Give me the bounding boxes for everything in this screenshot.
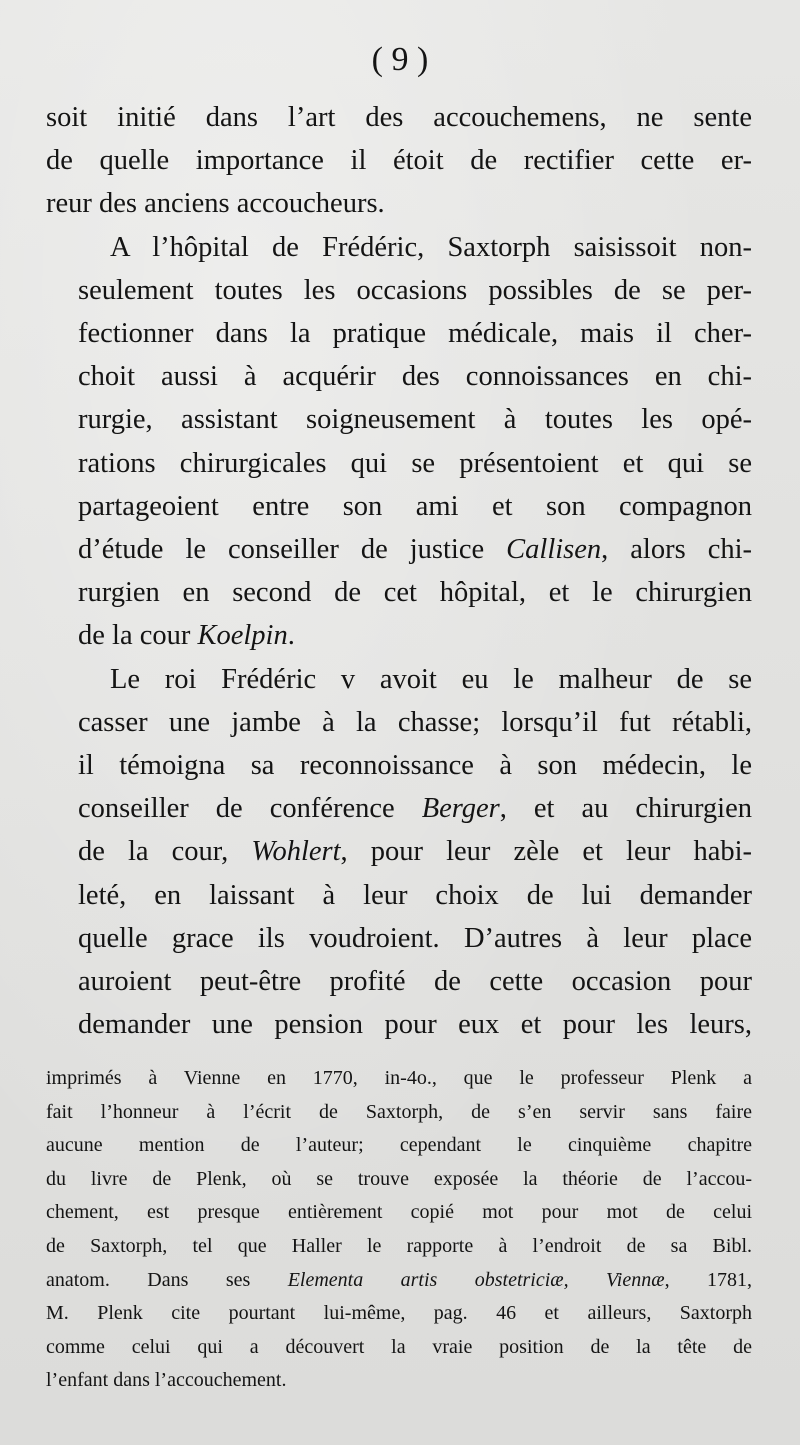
footnote-line: de Saxtorph, tel que Haller le rapporte à l’endroit de sa Bibl. xyxy=(46,1234,752,1257)
paragraph xyxy=(46,96,752,226)
text-line: partageoient entre son ami et son compagnon xyxy=(78,490,752,522)
footnote xyxy=(46,1062,752,1398)
footnote-line: fait l’honneur à l’écrit de Saxtorph, de s’en servir sans faire xyxy=(46,1100,752,1123)
footnote-line: imprimés à Vienne en 1770, in-4o., que le professeur Plenk a xyxy=(46,1067,752,1089)
footnote-line: comme celui qui a découvert la vraie position de la tête de xyxy=(46,1335,752,1358)
text-line: leté, en laissant à leur choix de lui demander xyxy=(78,879,752,911)
italic-name: Koelpin xyxy=(197,620,288,652)
text-line: rurgie, assistant soigneusement à toutes les opé- xyxy=(78,404,752,436)
text-line: quelle grace ils voudroient. D’autres à leur place xyxy=(78,922,752,954)
text-line: choit aussi à acquérir des connoissances en chi- xyxy=(78,361,752,393)
text-line: auroient peut-être profité de cette occasion pour xyxy=(78,966,752,998)
text-line: d’étude le conseiller de justice Callisen, alors chi- xyxy=(78,534,752,566)
text-line: conseiller de conférence Berger, et au chirurgien xyxy=(78,793,752,825)
page-number: ( 9 ) xyxy=(371,41,429,78)
text-line: fectionner dans la pratique médicale, mais il cher- xyxy=(78,318,752,350)
text-line: rurgien en second de cet hôpital, et le chirurgien xyxy=(78,577,752,609)
footnote-line: aucune mention de l’auteur; cependant le cinquième chapitre xyxy=(46,1134,752,1157)
text-line: il témoigna sa reconnoissance à son médecin, le xyxy=(78,750,752,782)
italic-name: Wohlert xyxy=(251,836,341,868)
text-line: soit initié dans l’art des accouchemens, ne sente xyxy=(46,102,752,133)
text-line: de la cour, Wohlert, pour leur zèle et leur habi- xyxy=(78,836,753,868)
text-line: de la cour Koelpin. xyxy=(78,620,295,652)
text-line: Le roi Frédéric v avoit eu le malheur de se xyxy=(110,663,752,695)
paragraph xyxy=(46,226,752,658)
footnote-line: du livre de Plenk, où se trouve exposée la théorie de l’accou- xyxy=(46,1167,752,1190)
text-line: rations chirurgicales qui se présentoient et qui se xyxy=(78,447,752,479)
italic-name: Callisen xyxy=(506,534,602,566)
footnote-line: anatom. Dans ses Elementa artis obstetriciæ, Viennæ, 1781, xyxy=(46,1268,752,1291)
footnote-line: M. Plenk cite pourtant lui-même, pag. 46 et ailleurs, Saxtorph xyxy=(46,1302,752,1325)
text-line: A l’hôpital de Frédéric, Saxtorph saisissoit non- xyxy=(110,231,752,263)
footnote-line: l’enfant dans l’accouchement. xyxy=(46,1369,287,1392)
text-line: casser une jambe à la chasse; lorsqu’il fut rétabli, xyxy=(78,706,752,738)
footnote-line: chement, est presque entièrement copié mot pour mot de celui xyxy=(46,1201,752,1224)
italic-name: Elementa artis obstetriciæ, Viennæ xyxy=(287,1268,665,1291)
text-line: seulement toutes les occasions possibles de se per- xyxy=(78,274,752,306)
paragraph xyxy=(46,658,752,1047)
text-line: demander une pension pour eux et pour les leurs, xyxy=(78,1009,752,1041)
text-line: reur des anciens accoucheurs. xyxy=(46,188,385,220)
main-text xyxy=(46,96,752,1046)
text-line: de quelle importance il étoit de rectifier cette er- xyxy=(46,145,752,177)
italic-name: Berger xyxy=(421,793,500,825)
